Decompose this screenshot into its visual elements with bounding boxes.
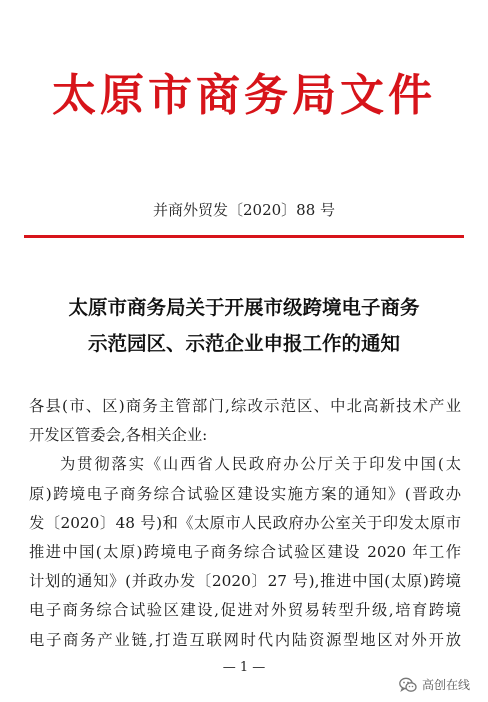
- paragraph-line: 原)跨境电子商务综合试验区建设实施方案的通知》(晋政办: [29, 484, 461, 503]
- paragraph-line: 为贯彻落实《山西省人民政府办公厅关于印发中国(太: [60, 455, 461, 474]
- watermark-text: 高创在线: [421, 678, 470, 692]
- red-divider: [24, 235, 464, 238]
- paragraph-line: 电子商务综合试验区建设,促进对外贸易转型升级,培育跨境: [29, 601, 461, 620]
- salutation-line-2: 开发区管委会,各相关企业:: [29, 426, 208, 445]
- wechat-icon: [399, 677, 417, 693]
- notice-title-line-2: 示范园区、示范企业申报工作的通知: [87, 332, 400, 355]
- page-number: — 1 —: [222, 660, 266, 675]
- paragraph-line: 电子商务产业链,打造互联网时代内陆资源型地区对外开放: [29, 630, 461, 649]
- notice-title: [0, 290, 488, 362]
- paragraph-line: 计划的通知》(并政办发〔2020〕27 号),推进中国(太原)跨境: [29, 572, 461, 591]
- paragraph-line: 推进中国(太原)跨境电子商务综合试验区建设 2020 年工作: [29, 543, 461, 562]
- salutation-line-1: 各县(市、区)商务主管部门,综改示范区、中北高新技术产业: [29, 397, 461, 415]
- document-number: 并商外贸发〔2020〕88 号: [152, 201, 336, 219]
- watermark: [399, 676, 470, 693]
- paragraph-line: 发〔2020〕48 号)和《太原市人民政府办公室关于印发太原市: [29, 513, 461, 532]
- notice-title-line-1: 太原市商务局关于开展市级跨境电子商务: [68, 296, 420, 319]
- document-header-title: 太原市商务局文件: [52, 70, 436, 121]
- notice-body: [29, 392, 461, 655]
